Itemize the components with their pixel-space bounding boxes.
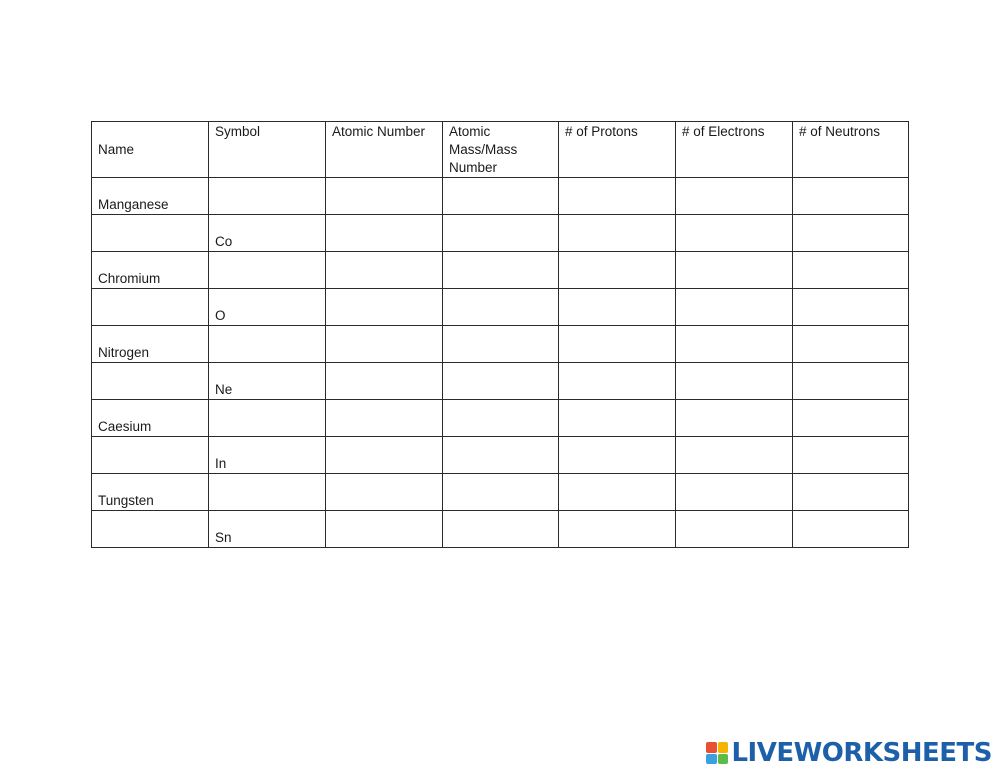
cell-symbol[interactable] [209, 178, 326, 215]
cell-atomic-number[interactable] [326, 474, 443, 511]
cell-electrons[interactable] [676, 400, 793, 437]
cell-symbol[interactable] [209, 400, 326, 437]
cell-name[interactable] [92, 363, 209, 400]
cell-symbol: O [209, 289, 326, 326]
cell-atomic-mass[interactable] [443, 437, 559, 474]
cell-electrons[interactable] [676, 474, 793, 511]
cell-name[interactable] [92, 289, 209, 326]
cell-neutrons[interactable] [793, 400, 909, 437]
cell-atomic-mass[interactable] [443, 363, 559, 400]
cell-neutrons[interactable] [793, 474, 909, 511]
cell-protons[interactable] [559, 252, 676, 289]
cell-atomic-mass[interactable] [443, 400, 559, 437]
cell-atomic-number[interactable] [326, 215, 443, 252]
cell-name[interactable] [92, 511, 209, 548]
cell-protons[interactable] [559, 511, 676, 548]
cell-name: Chromium [92, 252, 209, 289]
cell-protons[interactable] [559, 400, 676, 437]
cell-symbol: Sn [209, 511, 326, 548]
cell-electrons[interactable] [676, 289, 793, 326]
cell-atomic-number[interactable] [326, 363, 443, 400]
cell-symbol: Ne [209, 363, 326, 400]
cell-name: Tungsten [92, 474, 209, 511]
cell-protons[interactable] [559, 474, 676, 511]
cell-protons[interactable] [559, 178, 676, 215]
table-row [92, 215, 909, 252]
header-atomic-mass: Atomic Mass/Mass Number [443, 122, 559, 178]
cell-neutrons[interactable] [793, 178, 909, 215]
cell-name: Manganese [92, 178, 209, 215]
cell-protons[interactable] [559, 437, 676, 474]
cell-atomic-mass[interactable] [443, 511, 559, 548]
element-worksheet-table [91, 121, 909, 548]
table-header-row [92, 122, 909, 178]
cell-atomic-number[interactable] [326, 400, 443, 437]
cell-electrons[interactable] [676, 215, 793, 252]
cell-atomic-number[interactable] [326, 252, 443, 289]
cell-protons[interactable] [559, 326, 676, 363]
cell-neutrons[interactable] [793, 511, 909, 548]
cell-neutrons[interactable] [793, 363, 909, 400]
header-neutrons: # of Neutrons [793, 122, 909, 178]
cell-neutrons[interactable] [793, 326, 909, 363]
cell-atomic-mass[interactable] [443, 215, 559, 252]
cell-neutrons[interactable] [793, 289, 909, 326]
liveworksheets-brand [706, 740, 992, 766]
cell-symbol[interactable] [209, 326, 326, 363]
cell-atomic-number[interactable] [326, 511, 443, 548]
cell-atomic-number[interactable] [326, 178, 443, 215]
cell-electrons[interactable] [676, 178, 793, 215]
cell-atomic-number[interactable] [326, 437, 443, 474]
table-row [92, 511, 909, 548]
table-row [92, 252, 909, 289]
cell-protons[interactable] [559, 289, 676, 326]
cell-name[interactable] [92, 215, 209, 252]
header-atomic-number: Atomic Number [326, 122, 443, 178]
table-row [92, 474, 909, 511]
cell-atomic-mass[interactable] [443, 474, 559, 511]
cell-symbol[interactable] [209, 474, 326, 511]
table-body [92, 178, 909, 548]
cell-electrons[interactable] [676, 511, 793, 548]
brand-name: LIVEWORKSHEETS [731, 738, 992, 768]
header-name: Name [92, 122, 209, 178]
cell-symbol[interactable] [209, 252, 326, 289]
cell-atomic-mass[interactable] [443, 252, 559, 289]
cell-protons[interactable] [559, 215, 676, 252]
table-row [92, 289, 909, 326]
cell-name: Caesium [92, 400, 209, 437]
cell-symbol: Co [209, 215, 326, 252]
cell-neutrons[interactable] [793, 252, 909, 289]
liveworksheets-logo-icon [706, 742, 728, 764]
cell-electrons[interactable] [676, 252, 793, 289]
header-protons: # of Protons [559, 122, 676, 178]
cell-electrons[interactable] [676, 363, 793, 400]
cell-name[interactable] [92, 437, 209, 474]
cell-electrons[interactable] [676, 437, 793, 474]
table-row [92, 326, 909, 363]
cell-atomic-number[interactable] [326, 326, 443, 363]
cell-atomic-number[interactable] [326, 289, 443, 326]
cell-electrons[interactable] [676, 326, 793, 363]
cell-protons[interactable] [559, 363, 676, 400]
cell-neutrons[interactable] [793, 437, 909, 474]
header-symbol: Symbol [209, 122, 326, 178]
cell-atomic-mass[interactable] [443, 289, 559, 326]
table-row [92, 437, 909, 474]
cell-neutrons[interactable] [793, 215, 909, 252]
cell-name: Nitrogen [92, 326, 209, 363]
cell-symbol: In [209, 437, 326, 474]
cell-atomic-mass[interactable] [443, 178, 559, 215]
header-electrons: # of Electrons [676, 122, 793, 178]
table-row [92, 363, 909, 400]
table-row [92, 178, 909, 215]
table-row [92, 400, 909, 437]
cell-atomic-mass[interactable] [443, 326, 559, 363]
